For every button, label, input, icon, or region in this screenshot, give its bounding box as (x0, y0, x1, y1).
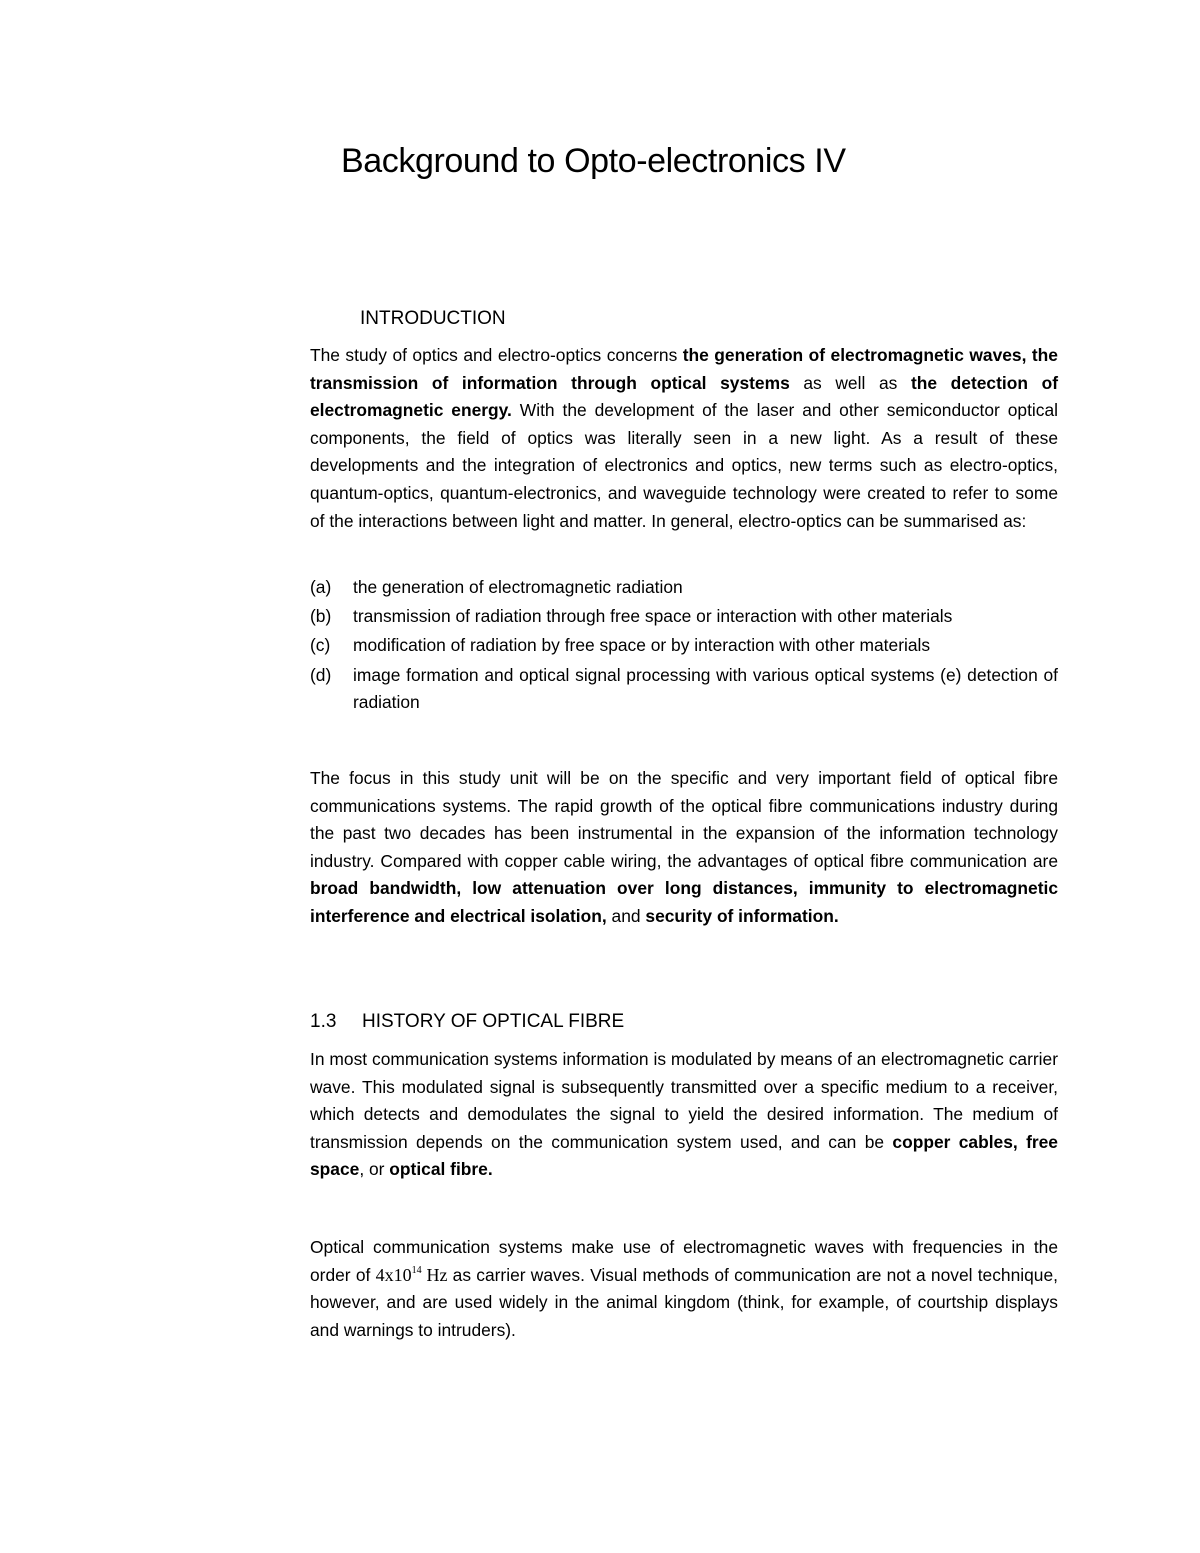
list-item-text: image formation and optical signal processing with various optical systems (e) detection of radiation (353, 664, 1058, 713)
emphasis: the generation of electromagnetic waves, the transmission of information through optical systems (310, 345, 1058, 393)
list-marker: (a) (310, 577, 332, 597)
history-paragraph-1: In most communication systems information is modulated by means of an electromagnetic carrier wave. This modulated signal is subsequently transmitted over a specific medium to a receiver, which detects and demodulates the signal to yield the desired information. The medium of transmission depends on the communication system used, and can be copper cables, free space, or optical fibre. (310, 1049, 1058, 1180)
electro-optics-list (310, 574, 1058, 718)
section-number: 1.3 (310, 1011, 337, 1032)
list-item-text: transmission of radiation through free space or interaction with other materials (353, 606, 953, 627)
intro-heading: INTRODUCTION (360, 308, 506, 329)
list-item-text: modification of radiation by free space or by interaction with other materials (353, 635, 931, 656)
list-marker: (b) (310, 606, 332, 627)
intro-paragraph-2: The focus in this study unit will be on the specific and very important field of optical fibre communications systems. The rapid growth of the optical fibre communications industry during the past two decades has been instrumental in the expansion of the information technology industry. Compared with copper cable wiring, the advantages of optical fibre communication are broad bandwidth, low attenuation over long distances, immunity to electromagnetic interference and electrical isolation, and security of information. (310, 768, 1058, 926)
emphasis: optical fibre. (389, 1159, 493, 1180)
emphasis: copper cables, free space (310, 1131, 1058, 1180)
list-item (310, 603, 1058, 631)
list-item (310, 662, 1058, 717)
list-marker: (d) (310, 664, 332, 685)
list-item-text: the generation of electromagnetic radiation (353, 577, 683, 597)
section-heading-history (310, 1011, 624, 1033)
emphasis: security of information. (645, 905, 839, 926)
emphasis: the detection of electromagnetic energy. (310, 372, 1058, 421)
history-paragraph-2: Optical communication systems make use of electromagnetic waves with frequencies in the order of $4x10^{14}$ Hz as carrier waves. Visual methods of communication are not a novel technique, however, and are used widely in the animal kingdom (think, for example, of courtship displays and warnings to intruders). (310, 1237, 1058, 1340)
intro-paragraph-1: The study of optics and electro-optics concerns the generation of electromagnetic waves, the transmission of information through optical systems as well as the detection of electromagnetic energy. With the development of the laser and other semiconductor optical components, the field of optics was literally seen in a new light. As a result of these developments and the integration of electronics and optics, new terms such as electro-optics, quantum-optics, quantum-electronics, and waveguide technology were created to refer to some of the interactions between light and matter. In general, electro-optics can be summarised as: (310, 345, 1058, 531)
carrier-frequency: $4x10^{14}$ Hz (375, 1264, 448, 1285)
list-item (310, 574, 1058, 602)
list-marker: (c) (310, 635, 331, 656)
list-item (310, 632, 1058, 660)
document-title: Background to Opto-electronics IV (341, 142, 846, 180)
emphasis: broad bandwidth, low attenuation over long distances, immunity to electromagnetic interference and electrical isolation, (310, 878, 1058, 926)
section-title: HISTORY OF OPTICAL FIBRE (362, 1011, 625, 1032)
